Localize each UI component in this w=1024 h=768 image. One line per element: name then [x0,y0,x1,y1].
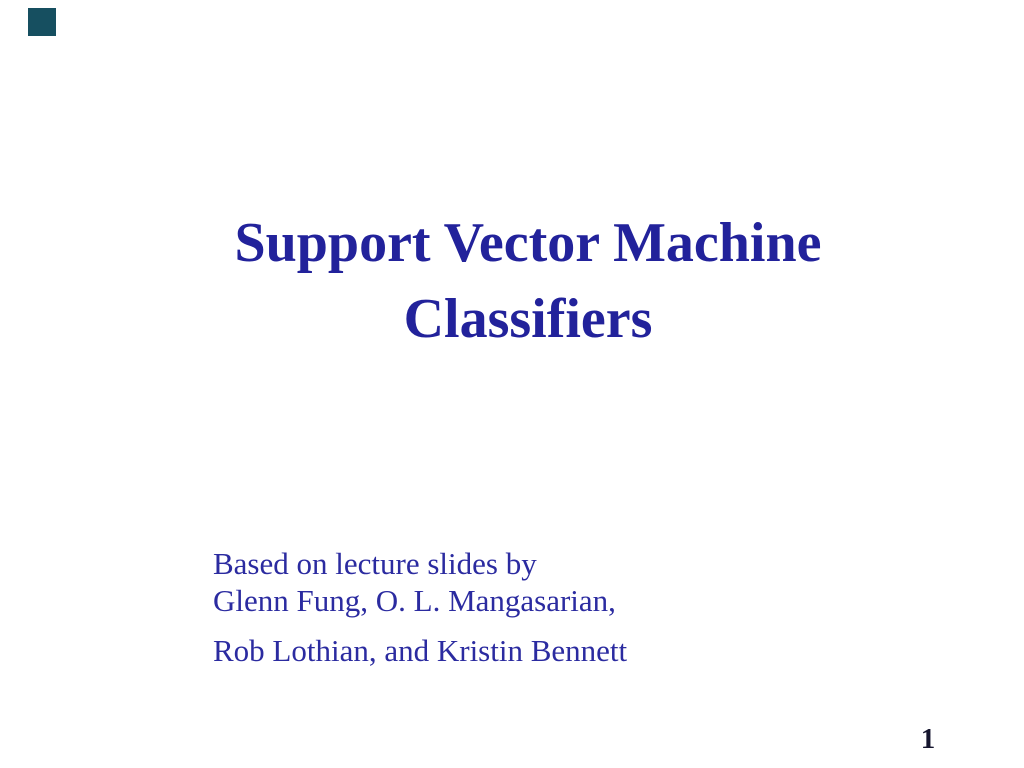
slide-title [150,205,906,357]
slide-title-line-2: Classifiers [403,288,653,350]
credits-line-3: Rob Lothian, and Kristin Bennett [213,633,628,668]
corner-square-decoration [28,8,56,36]
credits-text-block [213,545,773,669]
credits-line-2: Glenn Fung, O. L. Mangasarian, [213,583,616,618]
slide-title-line-1: Support Vector Machine [234,212,822,274]
page-number: 1 [920,723,936,755]
credits-line-1: Based on lecture slides by [213,546,537,581]
